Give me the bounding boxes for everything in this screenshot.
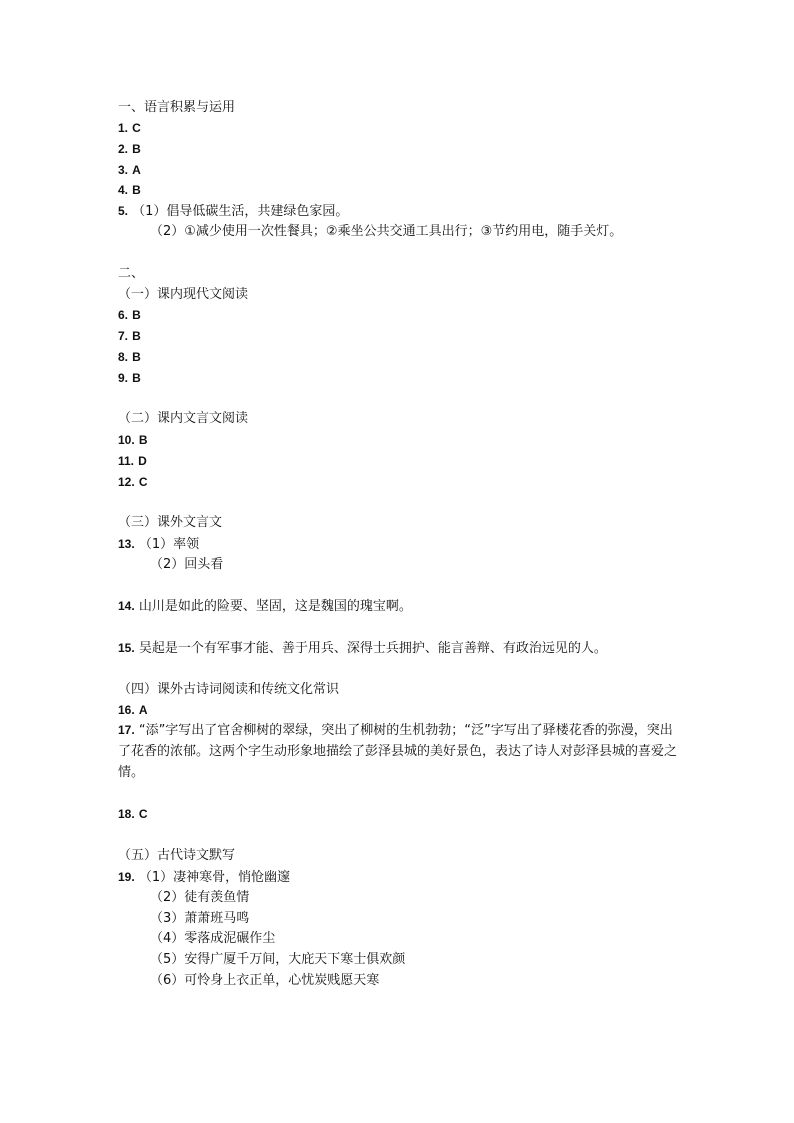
answer-q15 [118,639,607,658]
answer-value: B [132,308,141,322]
answer-q6 [118,306,141,325]
answer-q19-part6: （6）可怜身上衣正单，心忧炭贱愿天寒 [150,973,380,988]
question-number: 6. [118,308,129,322]
answer-text: 吴起是一个有军事才能、善于用兵、深得士兵拥护、能言善辩、有政治远见的人。 [138,641,607,656]
answer-value: B [132,350,141,364]
answer-text: （1）凄神寒骨，悄怆幽邃 [138,870,291,885]
answer-text: 山川是如此的险要、坚固，这是魏国的瑰宝啊。 [138,599,412,614]
subsection-2-heading: （二）课内文言文阅读 [118,411,249,426]
question-number: 18. [118,807,135,821]
answer-q18 [118,805,148,824]
section-2-heading: 二、 [118,266,145,281]
question-number: 5. [118,204,129,218]
answer-q19-part5: （5）安得广厦千万间，大庇天下寒士俱欢颜 [150,952,406,967]
answer-value: B [132,329,141,343]
answer-q13-part1 [118,535,199,554]
question-number: 8. [118,350,129,364]
answer-value: C [138,807,148,821]
answer-q8 [118,348,141,367]
section-1-heading: 一、语言积累与运用 [118,100,236,115]
answer-q12 [118,473,148,492]
question-number: 12. [118,475,135,489]
question-number: 1. [118,121,129,135]
answer-q1 [118,119,141,138]
answer-value: B [132,371,141,385]
question-number: 16. [118,703,135,717]
answer-value: B [132,142,141,156]
answer-q11 [118,452,147,471]
question-number: 7. [118,329,129,343]
answer-value: C [138,475,148,489]
answer-q19-part3: （3）萧萧班马鸣 [150,911,250,926]
question-number: 19. [118,870,135,884]
question-number: 17. [118,723,135,737]
subsection-3-heading: （三）课外文言文 [118,515,223,530]
question-number: 2. [118,142,129,156]
answer-value: B [132,183,141,197]
question-number: 4. [118,183,129,197]
answer-q5-part2: （2）①减少使用一次性餐具；②乘坐公共交通工具出行；③节约用电，随手关灯。 [150,224,623,239]
answer-q7 [118,327,141,346]
question-number: 15. [118,641,135,655]
question-number: 14. [118,599,135,613]
question-number: 13. [118,537,135,551]
subsection-4-heading: （四）课外古诗词阅读和传统文化常识 [118,682,340,697]
answer-value: A [132,163,141,177]
answer-q3 [118,161,141,180]
answer-text: （1）率领 [138,537,200,552]
answer-q14 [118,597,412,616]
answer-q13-part2: （2）回头看 [150,557,224,572]
answer-q16 [118,701,148,720]
answer-q2 [118,140,141,159]
answer-q10 [118,431,148,450]
answer-text: （1）倡导低碳生活，共建绿色家园。 [132,204,349,219]
question-number: 11. [118,454,135,468]
answer-q19-part1 [118,868,290,887]
answer-q5-part1 [118,202,348,221]
answer-q19-part2: （2）徒有羡鱼情 [150,890,250,905]
answer-value: D [138,454,147,468]
subsection-5-heading: （五）古代诗文默写 [118,848,236,863]
subsection-1-heading: （一）课内现代文阅读 [118,287,249,302]
question-number: 3. [118,163,129,177]
question-number: 9. [118,371,129,385]
answer-q4 [118,181,141,200]
answer-text: “添”字写出了官舍柳树的翠绿，突出了柳树的生机勃勃；“泛”字写出了驿楼花香的弥漫，突出了花香的浓郁。这两个字生动形象地描绘了彭泽县城的美好景色，表达了诗人对彭泽县城的喜爱之情。 [118,723,678,780]
answer-q17 [118,720,678,783]
answer-q9 [118,369,141,388]
answer-value: A [138,703,148,717]
answer-value: B [138,433,148,447]
question-number: 10. [118,433,135,447]
answer-value: C [132,121,141,135]
answer-q19-part4: （4）零落成泥碾作尘 [150,931,276,946]
